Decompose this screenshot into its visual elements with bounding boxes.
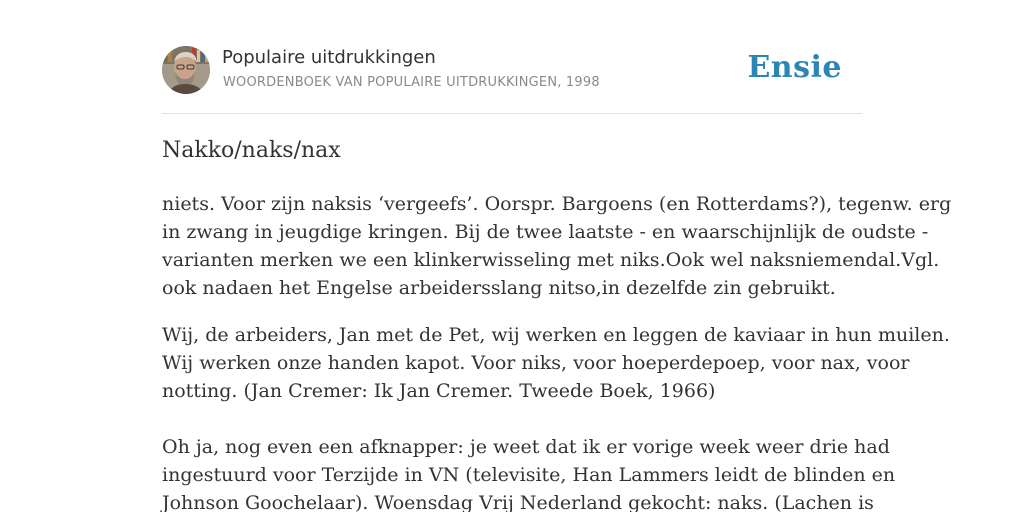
- quote-spacer: [162, 405, 862, 433]
- ensie-logo[interactable]: Ensie: [747, 50, 842, 85]
- quote-line: ingestuurd voor Terzijde in VN (televisite, Han Lammers leidt de blinden en: [162, 464, 896, 486]
- quote-line: Wij werken onze handen kapot. Voor niks, voor hoeperdepoep, voor nax, voor: [162, 352, 910, 374]
- quote-line: Wij, de arbeiders, Jan met de Pet, wij werken en leggen de kaviaar in hun muilen.: [162, 324, 950, 346]
- quote-line: notting. (Jan Cremer: Ik Jan Cremer. Tweede Boek, 1966): [162, 380, 716, 402]
- definition-line: varianten merken we een klinkerwisseling met niks.Ook wel naksniemendal.Vgl.: [162, 249, 940, 271]
- definition-paragraph: [162, 190, 952, 302]
- quote-line: Johnson Goochelaar). Woensdag Vrij Nederland gekocht: naks. (Lachen is: [162, 492, 874, 512]
- entry-body: [162, 190, 952, 512]
- header-divider: [162, 113, 862, 114]
- entry-title: Nakko/naks/nax: [162, 138, 341, 163]
- definition-line: niets. Voor zijn naksis ‘vergeefs’. Oorspr. Bargoens (en Rotterdams?), tegenw. erg: [162, 193, 952, 215]
- author-portrait-icon: [162, 46, 210, 94]
- entry-header: [162, 46, 862, 96]
- author-avatar[interactable]: [162, 46, 210, 94]
- definition-line: ook nadaen het Engelse arbeidersslang nitso,in dezelfde zin gebruikt.: [162, 277, 836, 299]
- quote-line: Oh ja, nog even een afknapper: je weet dat ik er vorige week weer drie had: [162, 436, 890, 458]
- author-name[interactable]: Populaire uitdrukkingen: [222, 47, 436, 68]
- quote-paragraph: [162, 321, 950, 512]
- source-publication: WOORDENBOEK VAN POPULAIRE UITDRUKKINGEN, 1998: [223, 75, 600, 90]
- definition-line: in zwang in jeugdige kringen. Bij de twee laatste - en waarschijnlijk de oudste -: [162, 221, 929, 243]
